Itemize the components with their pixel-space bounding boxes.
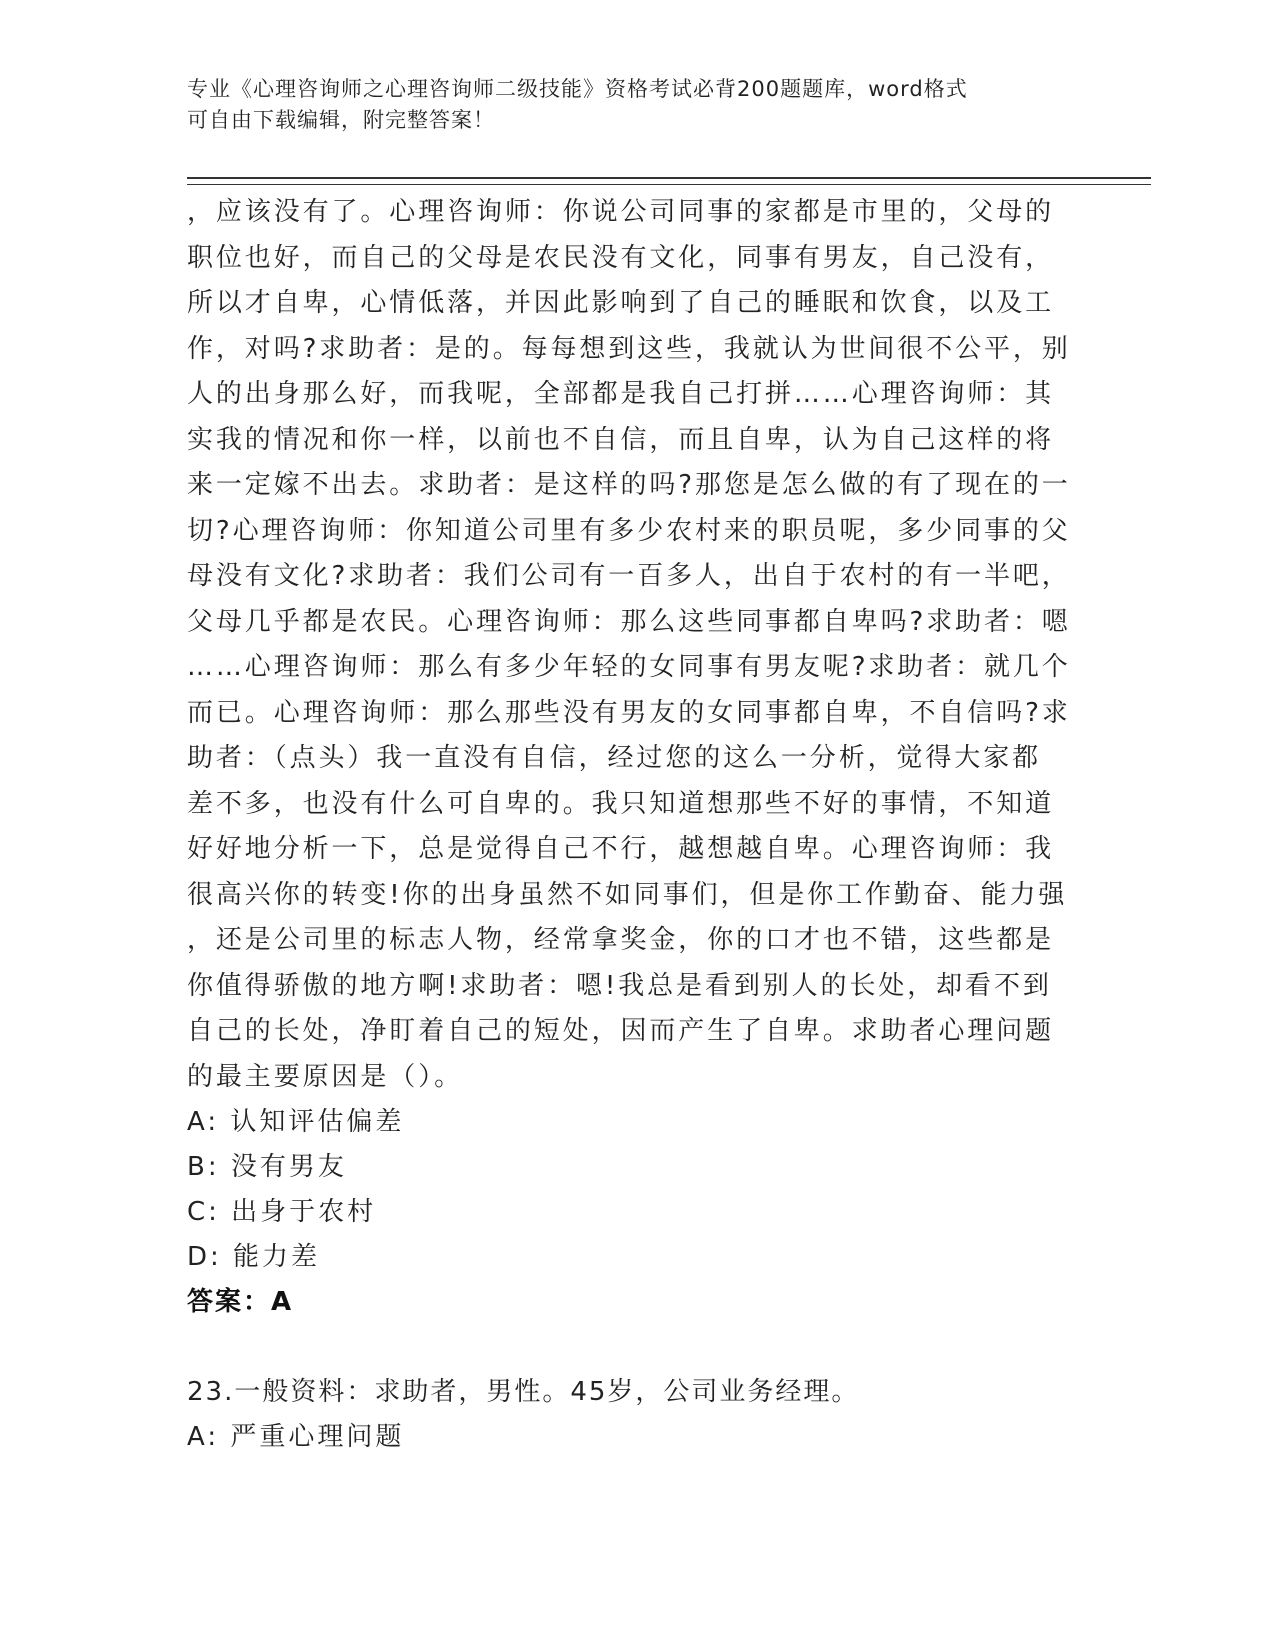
passage-line: 助者：（点头）我一直没有自信，经过您的这么一分析，觉得大家都 [187, 743, 1042, 773]
passage-line: 实我的情况和你一样，以前也不自信，而且自卑，认为自己这样的将 [187, 424, 1055, 455]
answer-line: 答案：A [187, 1287, 294, 1317]
header-divider-thick [187, 177, 1151, 179]
header-title-line-1: 专业《心理咨询师之心理咨询师二级技能》资格考试必背200题题库，word格式 [187, 77, 968, 101]
passage-line: 来一定嫁不出去。求助者：是这样的吗?那您是怎么做的有了现在的一 [187, 470, 1071, 500]
passage-line: 你值得骄傲的地方啊!求助者：嗯!我总是看到别人的长处，却看不到 [187, 970, 1052, 1001]
passage-line: 很高兴你的转变!你的出身虽然不如同事们，但是你工作勤奋、能力强 [187, 879, 1068, 910]
option-d: D: 能力差 [187, 1242, 321, 1272]
passage-line: 的最主要原因是（）。 [187, 1061, 464, 1092]
passage-line: 作，对吗?求助者：是的。每每想到这些，我就认为世间很不公平，别 [187, 333, 1071, 364]
passage-line: 父母几乎都是农民。心理咨询师：那么这些同事都自卑吗?求助者：嗯 [187, 606, 1071, 637]
passage-line: 好好地分析一下，总是觉得自己不行，越想越自卑。心理咨询师：我 [187, 834, 1055, 864]
option-a: A: 认知评估偏差 [187, 1107, 405, 1137]
question-23-stem: 23.一般资料：求助者，男性。45岁，公司业务经理。 [187, 1377, 860, 1407]
passage-line: ，还是公司里的标志人物，经常拿奖金，你的口才也不错，这些都是 [187, 925, 1055, 955]
passage-line: 自己的长处，净盯着自己的短处，因而产生了自卑。求助者心理问题 [187, 1016, 1055, 1046]
document-header [187, 74, 1067, 136]
passage-line: 切?心理咨询师：你知道公司里有多少农村来的职员呢，多少同事的父 [187, 515, 1071, 546]
passage-line: 职位也好，而自己的父母是农民没有文化，同事有男友，自己没有， [187, 242, 1055, 273]
passage-line: ……心理咨询师：那么有多少年轻的女同事有男友呢?求助者：就几个 [187, 652, 1071, 682]
option-b: B: 没有男友 [187, 1152, 347, 1182]
question-passage [187, 190, 1087, 1100]
passage-line: 差不多，也没有什么可自卑的。我只知道想那些不好的事情，不知道 [187, 788, 1055, 819]
header-divider-thin [187, 184, 1151, 185]
passage-line: 人的出身那么好，而我呢，全部都是我自己打拼……心理咨询师：其 [187, 379, 1055, 409]
passage-line: 而已。心理咨询师：那么那些没有男友的女同事都自卑，不自信吗?求 [187, 697, 1071, 728]
header-title-line-2: 可自由下载编辑，附完整答案！ [187, 108, 495, 132]
passage-line: 所以才自卑，心情低落，并因此影响到了自己的睡眠和饮食，以及工 [187, 288, 1055, 318]
passage-line: 母没有文化?求助者：我们公司有一百多人，出自于农村的有一半吧， [187, 561, 1071, 591]
passage-line: ，应该没有了。心理咨询师：你说公司同事的家都是市里的，父母的 [187, 197, 1055, 227]
option-c: C: 出身于农村 [187, 1197, 377, 1227]
question-23-option-a: A: 严重心理问题 [187, 1422, 405, 1452]
